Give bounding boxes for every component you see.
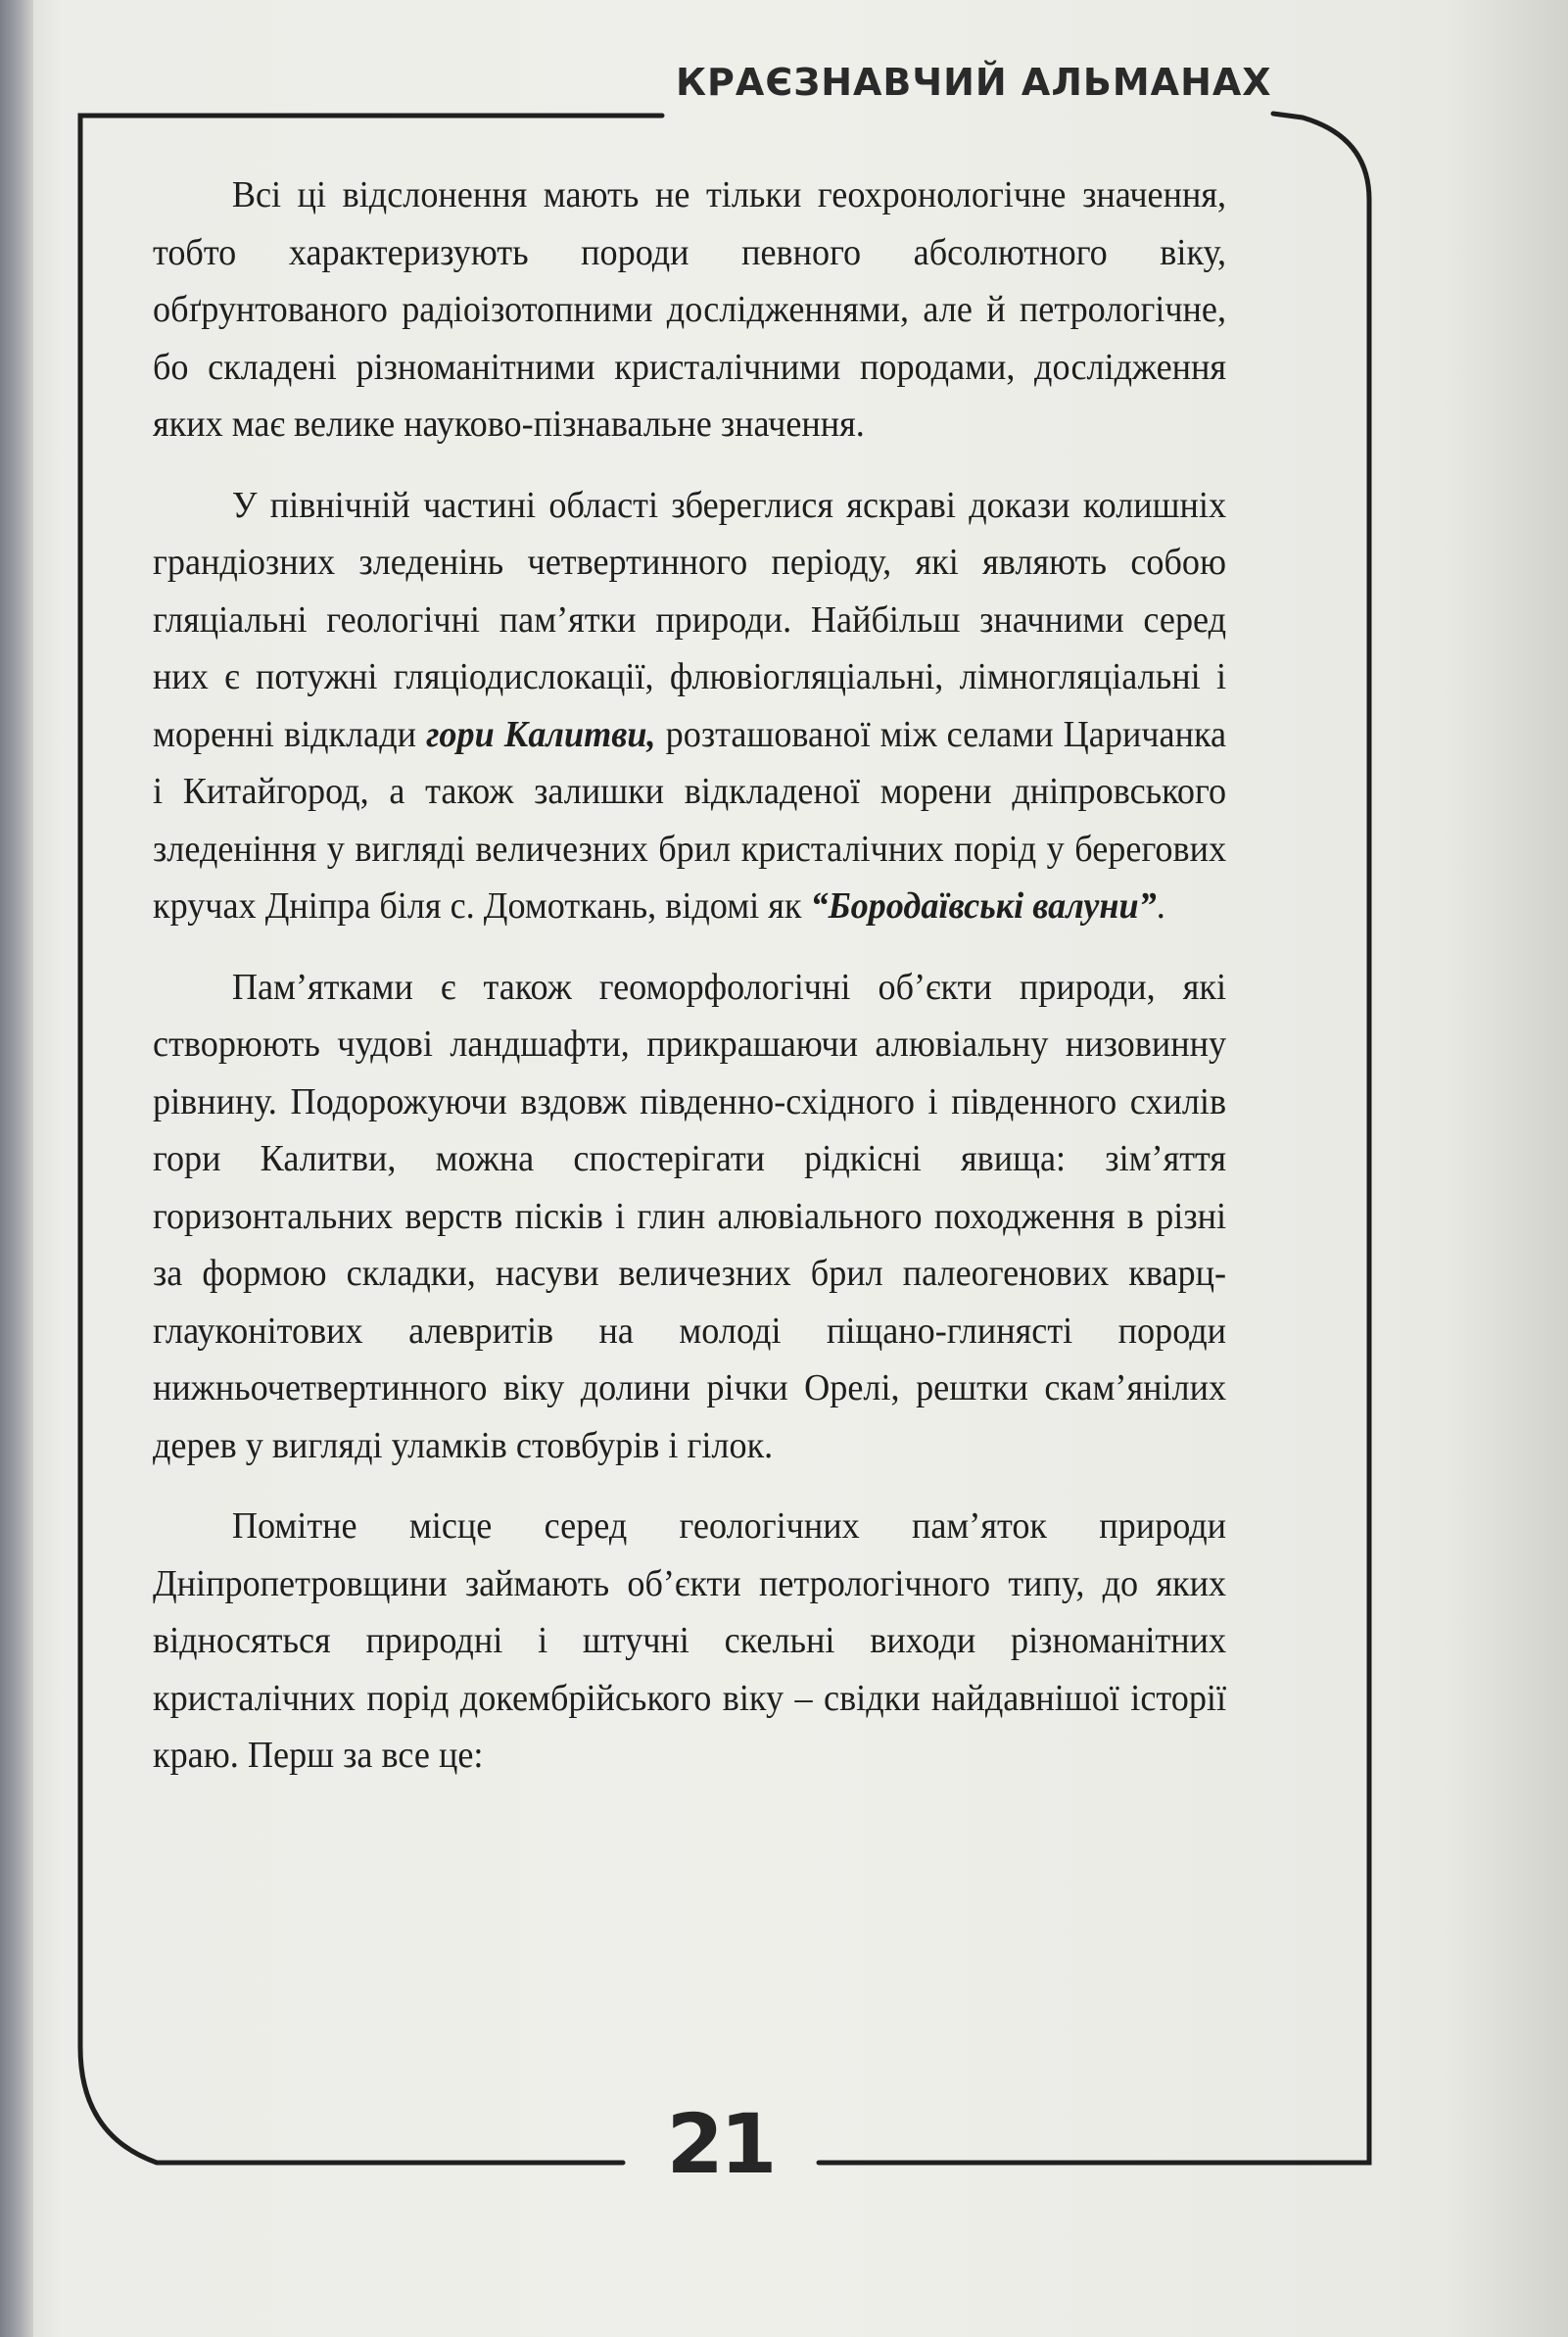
paragraph-2 xyxy=(153,477,1226,935)
paragraph-2-part-2: розташованої між селами Царичанка і Китайгород, а також залишки відкладеної морени дніпровського зледеніння у вигляді величезних брил кристалічних порід у берегових кручах Дніпра біля с. Домоткань, відомі як xyxy=(153,713,1227,927)
paragraph-2-emphasis-mountain: гори Калитви, xyxy=(426,713,656,755)
paragraph-1: Всі ці відслонення мають не тільки геохронологічне значення, тобто характеризують породи певного абсолютного віку, обґрунтованого радіоізотопними дослідженнями, але й петрологічне, бо складені різноманітними кристалічними породами, дослідження яких має велике науково-пізнавальне значення. xyxy=(153,174,1227,445)
paragraph-2-part-3: . xyxy=(1156,885,1165,927)
paragraph-2-part-1: У північній частині області збереглися яскраві докази колишніх грандіозних зледенінь четвертинного періоду, які являють собою гляціальні геологічні пам’ятки природи. Найбільш значними серед них є потужні гляціодислокації, флювіогляціальні, лімногляціальні і моренні відклади xyxy=(153,484,1227,755)
page-number: 21 xyxy=(666,2096,774,2192)
paragraph-2-emphasis-boulders: “Бородаївські валуни” xyxy=(810,885,1157,927)
paragraph-3: Пам’ятками є також геоморфологічні об’єкти природи, які створюють чудові ландшафти, прикрашаючи алювіальну низовинну рівнину. Подорожуючи вздовж південно-східного і південного схилів гори Калитви, можна спостерігати рідкісні явища: зім’яття горизонтальних верств пісків і глин алювіального походження в різні за формою складки, насуви величезних брил палеогенових кварц-глауконітових алевритів на молоді піщано-глинясті породи нижньочетвертинного віку долини річки Орелі, рештки скам’янілих дерев у вигляді уламків стовбурів і гілок. xyxy=(153,966,1227,1466)
paragraph-4: Помітне місце серед геологічних пам’яток природи Дніпропетровщини займають об’єкти петрологічного типу, до яких відносяться природні і штучні скельні виходи різноманітних кристалічних порід докембрійського віку – свідки найдавнішої історії краю. Перш за все це: xyxy=(153,1505,1227,1776)
running-header-title: КРАЄЗНАВЧИЙ АЛЬМАНАХ xyxy=(676,61,1272,104)
body-text xyxy=(153,167,1226,1785)
